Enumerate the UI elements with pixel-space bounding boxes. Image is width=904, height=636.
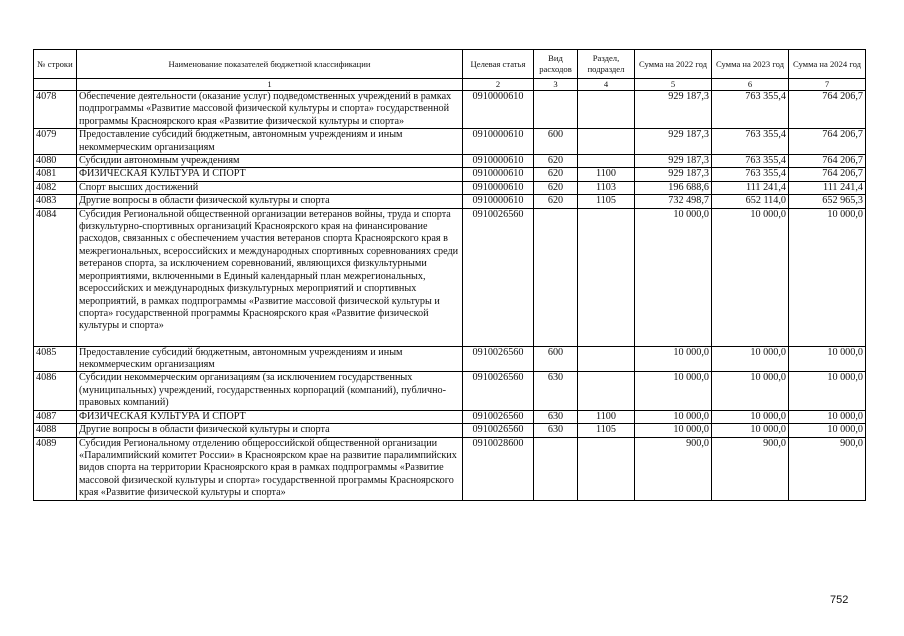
table-header-row [34, 50, 866, 79]
budget-table [33, 49, 866, 501]
sum-2024: 10 000,0 [789, 208, 866, 346]
sum-2024: 10 000,0 [789, 372, 866, 410]
expense-kind: 630 [534, 372, 578, 410]
sum-2023: 10 000,0 [712, 372, 789, 410]
sum-2024: 764 206,7 [789, 129, 866, 155]
target-article: 0910000610 [463, 91, 534, 129]
expense-kind: 620 [534, 168, 578, 181]
row-number: 4087 [34, 410, 77, 423]
expense-kind: 620 [534, 195, 578, 208]
column-number: 7 [789, 79, 866, 91]
expense-kind: 630 [534, 410, 578, 423]
table-row [34, 437, 866, 500]
section-code: 1100 [578, 410, 635, 423]
indicator-name: Предоставление субсидий бюджетным, автономным учреждениям и иным некоммерческим организациям [77, 346, 463, 372]
target-article: 0910028600 [463, 437, 534, 500]
sum-2024: 10 000,0 [789, 410, 866, 423]
sum-2024: 652 965,3 [789, 195, 866, 208]
sum-2023: 763 355,4 [712, 129, 789, 155]
indicator-name: Спорт высших достижений [77, 181, 463, 194]
table-row [34, 195, 866, 208]
table-row [34, 424, 866, 437]
sum-2024: 111 241,4 [789, 181, 866, 194]
sum-2022: 10 000,0 [635, 346, 712, 372]
sum-2022: 10 000,0 [635, 410, 712, 423]
sum-2022: 10 000,0 [635, 372, 712, 410]
section-code [578, 208, 635, 346]
expense-kind: 600 [534, 346, 578, 372]
table-row [34, 168, 866, 181]
indicator-name: Предоставление субсидий бюджетным, автономным учреждениям и иным некоммерческим организациям [77, 129, 463, 155]
header-row-number: № строки [34, 50, 77, 79]
table-row [34, 372, 866, 410]
row-number: 4080 [34, 155, 77, 168]
sum-2024: 764 206,7 [789, 91, 866, 129]
expense-kind: 630 [534, 424, 578, 437]
target-article: 0910026560 [463, 372, 534, 410]
section-code: 1100 [578, 168, 635, 181]
table-row [34, 208, 866, 346]
expense-kind [534, 208, 578, 346]
sum-2023: 652 114,0 [712, 195, 789, 208]
column-number: 5 [635, 79, 712, 91]
sum-2024: 764 206,7 [789, 168, 866, 181]
header-expense-kind: Вид расходов [534, 50, 578, 79]
expense-kind [534, 91, 578, 129]
indicator-name: Другие вопросы в области физической культуры и спорта [77, 195, 463, 208]
section-code [578, 129, 635, 155]
header-sum-2023: Сумма на 2023 год [712, 50, 789, 79]
table-row [34, 155, 866, 168]
row-number: 4084 [34, 208, 77, 346]
sum-2023: 763 355,4 [712, 155, 789, 168]
sum-2022: 900,0 [635, 437, 712, 500]
sum-2023: 900,0 [712, 437, 789, 500]
sum-2022: 929 187,3 [635, 168, 712, 181]
section-code [578, 437, 635, 500]
expense-kind: 620 [534, 181, 578, 194]
indicator-name: ФИЗИЧЕСКАЯ КУЛЬТУРА И СПОРТ [77, 168, 463, 181]
sum-2024: 10 000,0 [789, 346, 866, 372]
target-article: 0910000610 [463, 195, 534, 208]
target-article: 0910000610 [463, 181, 534, 194]
row-number: 4079 [34, 129, 77, 155]
sum-2023: 10 000,0 [712, 208, 789, 346]
section-code [578, 346, 635, 372]
section-code [578, 372, 635, 410]
column-number-row [34, 79, 866, 91]
indicator-name: Обеспечение деятельности (оказание услуг) подведомственных учреждений в рамках подпрограммы «Развитие массовой физической культуры и спорта» государственной программы Красноярского края «Развитие физической культуры и спорта» [77, 91, 463, 129]
column-number: 6 [712, 79, 789, 91]
sum-2024: 10 000,0 [789, 424, 866, 437]
row-number: 4088 [34, 424, 77, 437]
section-code: 1105 [578, 424, 635, 437]
sum-2023: 763 355,4 [712, 91, 789, 129]
expense-kind [534, 437, 578, 500]
row-number: 4081 [34, 168, 77, 181]
expense-kind: 620 [534, 155, 578, 168]
header-indicator-name: Наименование показателей бюджетной классификации [77, 50, 463, 79]
row-number: 4082 [34, 181, 77, 194]
column-number: 4 [578, 79, 635, 91]
section-code [578, 91, 635, 129]
section-code: 1103 [578, 181, 635, 194]
section-code [578, 155, 635, 168]
table-row [34, 181, 866, 194]
sum-2023: 10 000,0 [712, 410, 789, 423]
section-code: 1105 [578, 195, 635, 208]
header-sum-2024: Сумма на 2024 год [789, 50, 866, 79]
sum-2023: 763 355,4 [712, 168, 789, 181]
sum-2022: 196 688,6 [635, 181, 712, 194]
column-number: 2 [463, 79, 534, 91]
header-sum-2022: Сумма на 2022 год [635, 50, 712, 79]
sum-2023: 111 241,4 [712, 181, 789, 194]
column-number [34, 79, 77, 91]
row-number: 4085 [34, 346, 77, 372]
sum-2022: 929 187,3 [635, 91, 712, 129]
target-article: 0910000610 [463, 129, 534, 155]
indicator-name: Субсидии некоммерческим организациям (за исключением государственных (муниципальных) учреждений, государственных корпораций (компаний), публично-правовых компаний) [77, 372, 463, 410]
sum-2022: 732 498,7 [635, 195, 712, 208]
table-row [34, 91, 866, 129]
page-number: 752 [830, 594, 849, 606]
table-row [34, 410, 866, 423]
target-article: 0910026560 [463, 410, 534, 423]
table-row [34, 129, 866, 155]
header-target-article: Целевая статья [463, 50, 534, 79]
column-number: 3 [534, 79, 578, 91]
header-section: Раздел, подраздел [578, 50, 635, 79]
sum-2022: 10 000,0 [635, 208, 712, 346]
indicator-name: Субсидия Региональной общественной организации ветеранов войны, труда и спорта физкультурно-спортивных организаций Красноярского края на финансирование расходов, связанных с обеспечением участия ветеранов спорта Красноярского края в межрегиональных, всероссийских и международных спортивных соревнованиях среди ветеранов спорта, за исключением соревнований, являющихся физкультурными мероприятиями, включенными в Единый календарный план межрегиональных, всероссийских и международных физкультурных мероприятий и спортивных мероприятий, в рамках подпрограммы «Развитие массовой физической культуры и спорта» государственной программы Красноярского края «Развитие физической культуры и спорта» [77, 208, 463, 346]
row-number: 4089 [34, 437, 77, 500]
row-number: 4078 [34, 91, 77, 129]
expense-kind: 600 [534, 129, 578, 155]
sum-2022: 929 187,3 [635, 129, 712, 155]
indicator-name: ФИЗИЧЕСКАЯ КУЛЬТУРА И СПОРТ [77, 410, 463, 423]
table-row [34, 346, 866, 372]
target-article: 0910026560 [463, 208, 534, 346]
target-article: 0910026560 [463, 424, 534, 437]
sum-2023: 10 000,0 [712, 424, 789, 437]
sum-2023: 10 000,0 [712, 346, 789, 372]
target-article: 0910026560 [463, 346, 534, 372]
indicator-name: Субсидии автономным учреждениям [77, 155, 463, 168]
target-article: 0910000610 [463, 155, 534, 168]
row-number: 4083 [34, 195, 77, 208]
indicator-name: Субсидия Региональному отделению общероссийской общественной организации «Паралимпийский комитет России» в Красноярском крае на развитие паралимпийских видов спорта на территории Красноярского края в рамках подпрограммы «Развитие массовой физической культуры и спорта» государственной программы Красноярского края «Развитие физической культуры и спорта» [77, 437, 463, 500]
target-article: 0910000610 [463, 168, 534, 181]
indicator-name: Другие вопросы в области физической культуры и спорта [77, 424, 463, 437]
sum-2022: 929 187,3 [635, 155, 712, 168]
sum-2024: 764 206,7 [789, 155, 866, 168]
sum-2022: 10 000,0 [635, 424, 712, 437]
column-number: 1 [77, 79, 463, 91]
sum-2024: 900,0 [789, 437, 866, 500]
row-number: 4086 [34, 372, 77, 410]
